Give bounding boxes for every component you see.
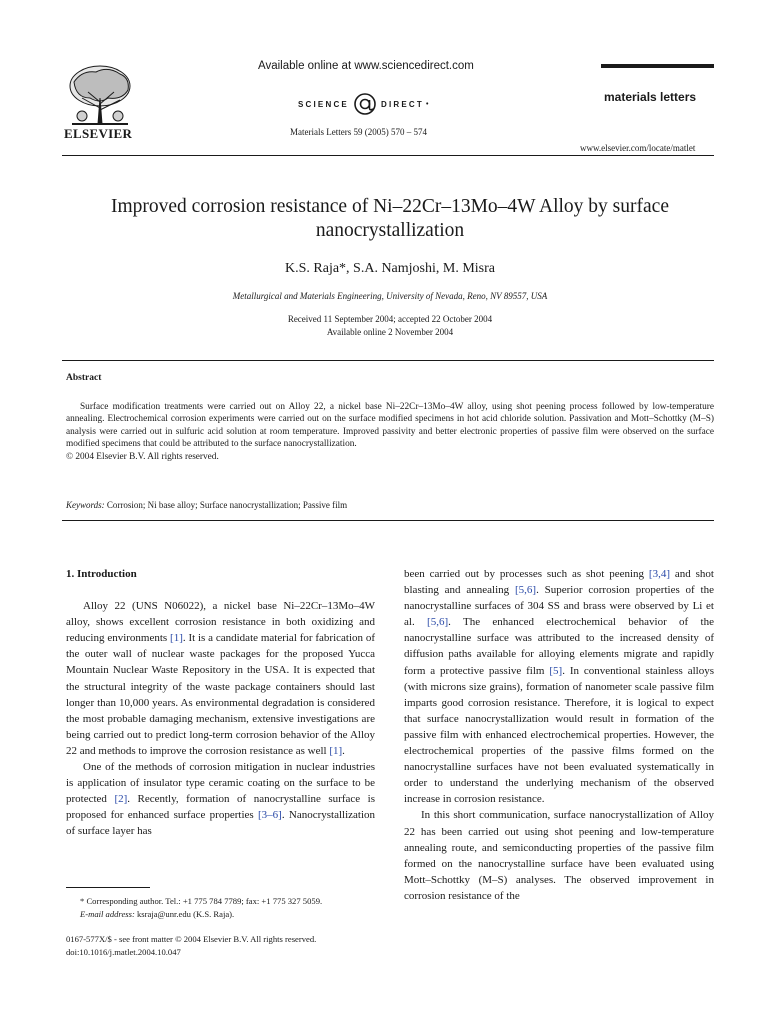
abstract-bottom-divider [62, 520, 714, 521]
publisher-name: ELSEVIER [64, 126, 133, 141]
paragraph-4: In this short communication, surface nanocrystallization of Alloy 22 has been carried out using shot peening and low-temperature annealing route, and semiconducting properties of the passive film formed on the nanocrystalline surface have been evaluated using Mott–Schottky (M–S) analyses. The observed improvement in corrosion resistance of the [404, 809, 714, 902]
available-online-banner[interactable]: Available online at www.sciencedirect.com [258, 60, 474, 72]
body-column-left [66, 566, 375, 840]
sciencedirect-right-word: DIRECT [380, 99, 424, 109]
body-column-right [404, 566, 714, 904]
sciencedirect-mark: • [425, 100, 431, 108]
header-divider [62, 155, 714, 156]
sciencedirect-left-word: SCIENCE [298, 99, 349, 109]
keywords-list: Corrosion; Ni base alloy; Surface nanocrystallization; Passive film [106, 500, 348, 510]
footnote [66, 895, 386, 920]
available-date: Available online 2 November 2004 [326, 326, 454, 337]
paragraph-1: Alloy 22 (UNS N06022), a nickel base Ni–22Cr–13Mo–4W alloy, shows excellent corrosion resistance in both oxidizing and reducing environments [1]. It is a candidate material for fabrication of the outer wall of nuclear waste packages for the proposed Yucca Mountain Nuclear Waste Repository in the USA. It is expected that the structural integrity of the waste package containers should last longer than 10,000 years. As environmental degradation is considered the most probable damaging mechanism, extensive investigations are being carried out to predict long-term corrosion behavior of the Alloy 22 and methods to improve the corrosion resistance as well [1]. [66, 600, 375, 757]
citation-link[interactable]: [5,6] [427, 616, 449, 629]
author-affiliation: Metallurgical and Materials Engineering, University of Nevada, Reno, NV 89557, USA [232, 291, 548, 301]
email-note: E-mail address: ksraja@unr.edu (K.S. Raja). [80, 908, 235, 919]
citation-link[interactable]: [1] [329, 744, 343, 757]
footnote-divider [66, 887, 150, 888]
keywords-label: Keywords: [66, 500, 105, 510]
abstract-heading: Abstract [66, 373, 102, 383]
corresponding-author-note: * Corresponding author. Tel.: +1 775 784 7789; fax: +1 775 327 5059. [80, 896, 323, 906]
sciencedirect-at-icon [353, 92, 377, 116]
citation-link[interactable]: [3–6] [257, 809, 282, 822]
sciencedirect-logo [298, 92, 431, 116]
section-heading: 1. Introduction [66, 568, 137, 580]
abstract-text: Surface modification treatments were carried out on Alloy 22, a nickel base Ni–22Cr–13Mo–4W alloy, using shot peening process followed by low-temperature annealing. Electrochemical corrosion experiments were carried out on the surface modified specimens in hot acid chloride solution. Passivation and Mott–Schottky (M–S) analysis were carried out in sulfuric acid solution at room temperature. Improved passivity and better electronic properties of passive film were observed on the surface modified specimens that could be attributed to the surface nanocrystallization. [66, 402, 714, 450]
journal-reference: Materials Letters 59 (2005) 570 – 574 [290, 127, 427, 137]
citation-link[interactable]: [5] [549, 664, 563, 677]
paragraph-3: been carried out by processes such as shot peening [3,4] and shot blasting and annealing [5,6]. Superior corrosion properties of the nanocrystalline surfaces of 304 SS and brass were observed by Li et al. [5,6]. The enhanced electrochemical behavior of the nanocrystalline surface was attributed to the increased density of diffusion paths available for alloying elements migrate and rapidly form a protective passive film [5]. In conventional stainless alloys (with microns size grains), formation of nanometer scale passive film imparts good corrosion resistance. Therefore, it is logical to expect that surface nanocrystallization would result in formation of the passive film with enhanced electrochemical properties. However, the electrochemical properties of the passive films formed on the nanocrystalline surfaces have not been evaluated systematically in order to understand the underlying mechanism of the observed increase in corrosion resistance. [404, 568, 714, 806]
journal-url[interactable]: www.elsevier.com/locate/matlet [580, 143, 696, 153]
citation-link[interactable]: [3,4] [648, 568, 670, 580]
keywords-line [66, 500, 347, 510]
issn-line: 0167-577X/$ - see front matter © 2004 Elsevier B.V. All rights reserved. [66, 934, 317, 944]
journal-header-bar [601, 64, 714, 68]
email-link[interactable]: ksraja@unr.edu (K.S. Raja). [136, 908, 235, 919]
article-dates [62, 313, 718, 338]
citation-link[interactable]: [1] [170, 632, 183, 645]
article-authors: K.S. Raja*, S.A. Namjoshi, M. Misra [285, 261, 495, 276]
journal-title: materials letters [604, 90, 697, 104]
page-footer [66, 933, 316, 958]
abstract-top-divider [62, 360, 714, 361]
paragraph-2: One of the methods of corrosion mitigation in nuclear industries is application of insulator type ceramic coating on the surface to be protected [2]. Recently, formation of nanocrystalline surface is proposed for enhanced surface properties [3–6]. Nanocrystallization of surface layer has [66, 761, 376, 838]
citation-link[interactable]: [2] [114, 793, 128, 806]
article-title: Improved corrosion resistance of Ni–22Cr–13Mo–4W Alloy by surface nanocrystallization [111, 196, 669, 241]
citation-link[interactable]: [5,6] [514, 584, 537, 597]
abstract-body [66, 401, 714, 463]
received-date: Received 11 September 2004; accepted 22 October 2004 [287, 314, 493, 324]
abstract-copyright: © 2004 Elsevier B.V. All rights reserved. [66, 451, 219, 462]
doi-line[interactable]: doi:10.1016/j.matlet.2004.10.047 [66, 946, 181, 957]
